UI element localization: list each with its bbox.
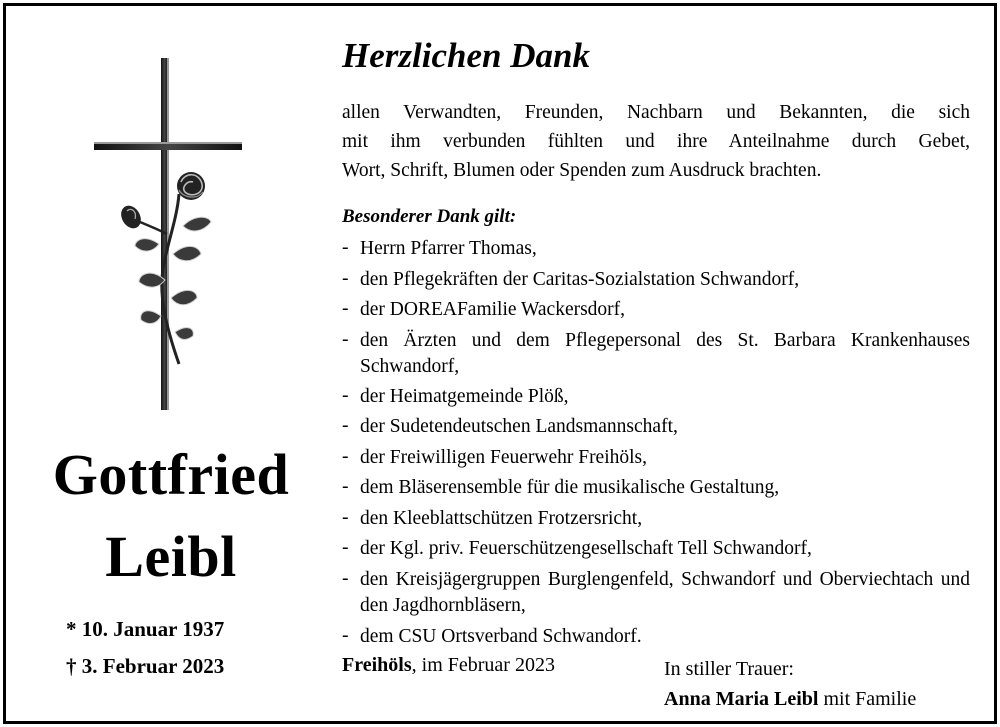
date-text: , im Februar 2023: [411, 654, 555, 676]
special-thanks-list: [342, 236, 970, 654]
list-item: - den Pflegekräften der Caritas-Sozialstation Schwandorf,: [342, 267, 970, 294]
deceased-first-name: Gottfried: [52, 442, 290, 507]
list-item: - den Ärzten und dem Pflegepersonal des St. Barbara Krankenhauses Schwandorf,: [342, 328, 970, 381]
mourning-label: In stiller Trauer:: [664, 658, 794, 680]
list-item: - Herrn Pfarrer Thomas,: [342, 236, 970, 263]
mourner-line: [664, 684, 916, 714]
place-and-date: [342, 654, 555, 677]
list-item: - der Freiwilligen Feuerwehr Freihöls,: [342, 445, 970, 472]
intro-line: Wort, Schrift, Blumen oder Spenden zum Ausdruck brachten.: [342, 160, 822, 181]
special-thanks-heading: Besonderer Dank gilt:: [342, 206, 517, 227]
list-item: - der Heimatgemeinde Plöß,: [342, 384, 970, 411]
mourner-name: Anna Maria Leibl: [664, 688, 819, 710]
list-item: - der Sudetendeutschen Landsmannschaft,: [342, 414, 970, 441]
obituary-notice: [3, 3, 997, 724]
cross-with-rose-image: [91, 54, 251, 414]
intro-line: mit ihm verbunden fühlten und ihre Anteilnahme durch Gebet,: [342, 131, 970, 152]
list-item: - der Kgl. priv. Feuerschützengesellschaft Tell Schwandorf,: [342, 536, 970, 563]
place-name: Freihöls: [342, 654, 412, 676]
death-date: † 3. Februar 2023: [66, 654, 225, 678]
list-item: - dem CSU Ortsverband Schwandorf.: [342, 624, 970, 651]
birth-date: * 10. Januar 1937: [66, 617, 225, 641]
intro-paragraph: [342, 98, 970, 185]
mourners-block: [664, 654, 916, 714]
deceased-last-name: Leibl: [105, 524, 237, 589]
intro-line: allen Verwandten, Freunden, Nachbarn und Bekannten, die sich: [342, 102, 970, 123]
list-item: - dem Bläserensemble für die musikalische Gestaltung,: [342, 475, 970, 502]
list-item: - der DOREAFamilie Wackersdorf,: [342, 297, 970, 324]
mourner-suffix: mit Familie: [818, 688, 917, 710]
cross-icon: [91, 54, 251, 414]
list-item: - den Kleeblattschützen Frotzersricht,: [342, 506, 970, 533]
notice-title: Herzlichen Dank: [342, 36, 590, 75]
list-item: - den Kreisjägergruppen Burglengenfeld, Schwandorf und Oberviechtach und den Jagdhornbläsern,: [342, 567, 970, 620]
